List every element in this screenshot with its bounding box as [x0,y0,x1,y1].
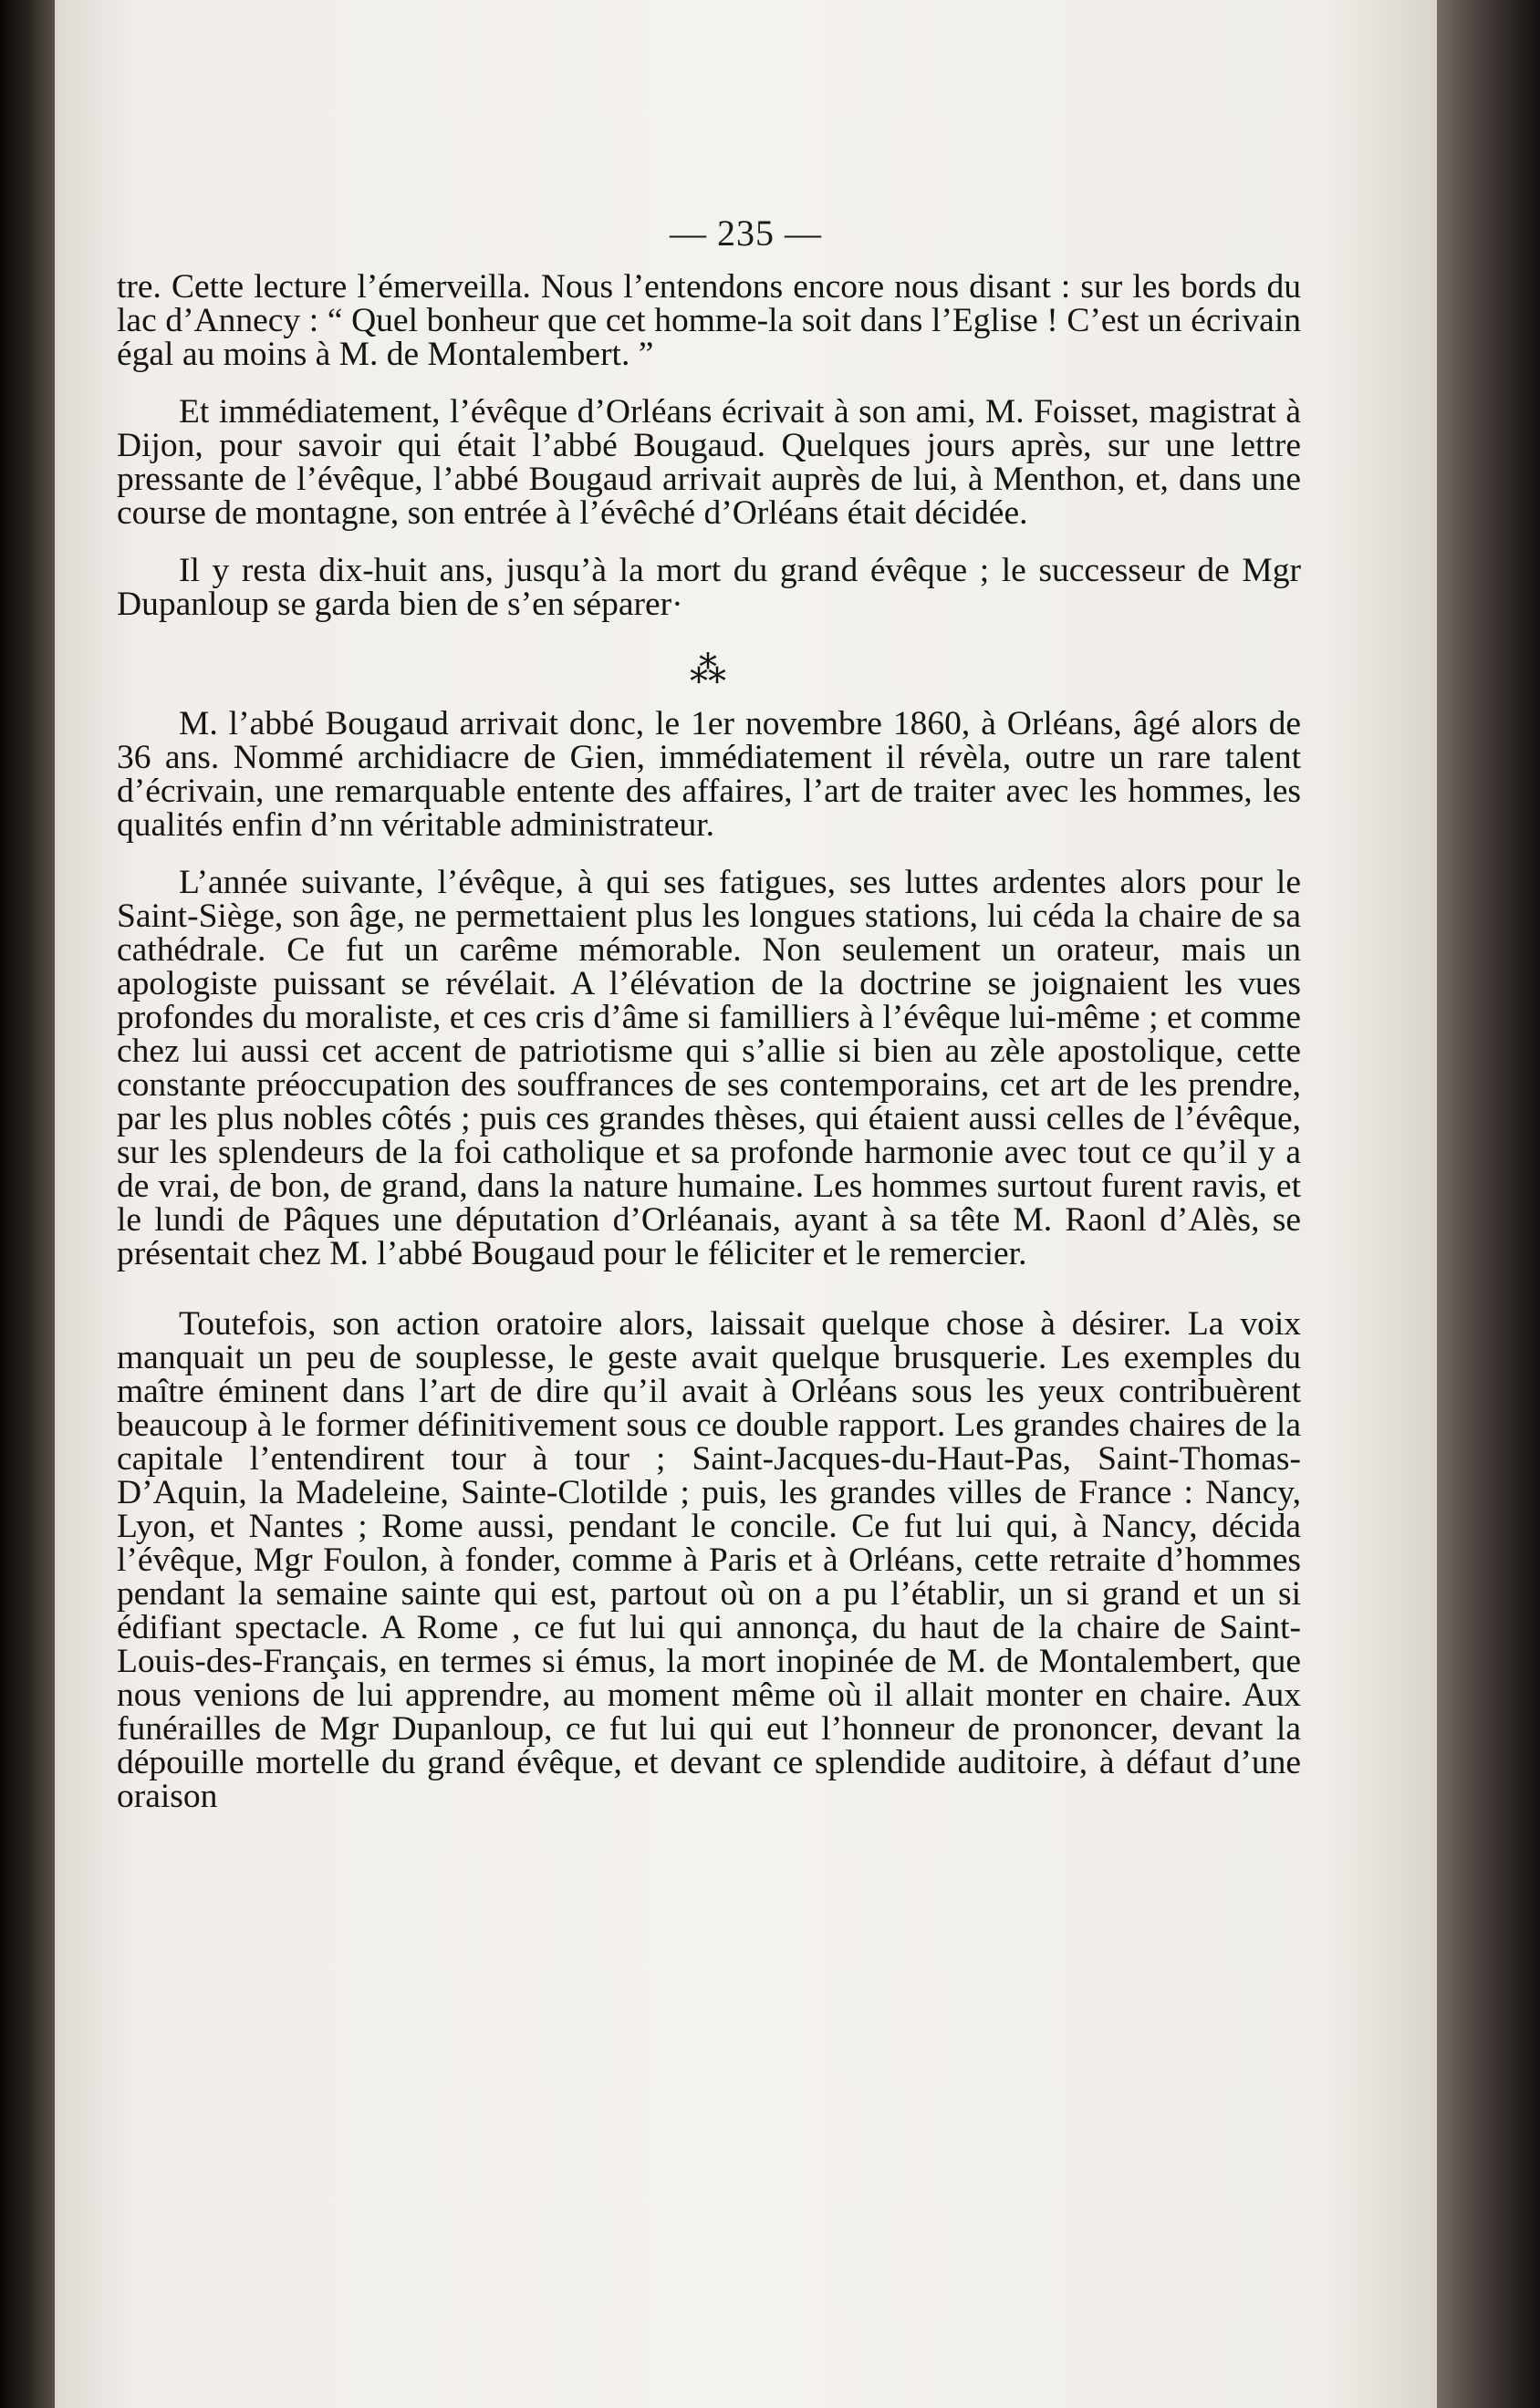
page-number: — 235 — [670,213,822,254]
book-page [55,0,1437,2408]
page-text [117,270,1301,1813]
paragraph-1: tre. Cette lecture l’émerveilla. Nous l’entendons encore nous disant : sur les bords du lac d’Annecy : “ Quel bonheur que cet homme-la soit dans l’Eglise ! C’est un écrivain égal au moins à M. de Montalembert. ” [117,268,1301,373]
paragraph-4: M. l’abbé Bougaud arrivait donc, le 1er novembre 1860, à Orléans, âgé alors de 36 ans. Nommé archidiacre de Gien, immédiatement il révèla, outre un rare talent d’écrivain, une remarquable entente des affaires, l’art de traiter avec les hommes, les qualités enfin d’nn véritable administrateur. [117,705,1301,844]
paragraph-2: Et immédiatement, l’évêque d’Orléans écrivait à son ami, M. Foisset, magistrat à Dijon, pour savoir qui était l’abbé Bougaud. Quelques jours après, sur une lettre pressante de l’évêque, l’abbé Bougaud arrivait auprès de lui, à Menthon, et, dans une course de montagne, son entrée à l’évêché d’Orléans était décidée. [117,393,1301,532]
paragraph-3: Il y resta dix-huit ans, jusqu’à la mort du grand évêque ; le successeur de Mgr Dupanloup se garda bien de s’en séparer· [117,552,1301,623]
paragraph-6: Toutefois, son action oratoire alors, laissait quelque chose à désirer. La voix manquait un peu de souplesse, le geste avait quelque brusquerie. Les exemples du maître éminent dans l’art de dire qu’il avait à Orléans sous les yeux contribuèrent beaucoup à le former définitivement sous ce double rapport. Les grandes chaires de la capitale l’entendirent tour à tour ; Saint-Jacques-du-Haut-Pas, Saint-Thomas-D’Aquin, la Madeleine, Sainte-Clotilde ; puis, les grandes villes de France : Nancy, Lyon, et Nantes ; Rome aussi, pendant le concile. Ce fut lui qui, à Nancy, décida l’évêque, Mgr Foulon, à fonder, comme à Paris et à Orléans, cette retraite d’hommes pendant la semaine sainte qui est, partout où on a pu l’établir, un si grand et un si édifiant spectacle. A Rome , ce fut lui qui annonça, du haut de la chaire de Saint-Louis-des-Français, en termes si émus, la mort inopinée de M. de Montalembert, que nous venions de lui apprendre, au moment même où il allait monter en chaire. Aux funérailles de Mgr Dupanloup, ce fut lui qui eut l’honneur de prononcer, devant la dépouille mortelle du grand évêque, et devant ce splendide auditoire, à défaut d’une oraison [117,1305,1301,1815]
paragraph-5: L’année suivante, l’évêque, à qui ses fatigues, ses luttes ardentes alors pour le Saint-Siège, son âge, ne permettaient plus les longues stations, lui céda la chaire de sa cathédrale. Ce fut un carême mémorable. Non seulement un orateur, mais un apologiste puissant se révélait. A l’élévation de la doctrine se joignaient les vues profondes du moraliste, et ces cris d’âme si familliers à l’évêque lui-même ; et comme chez lui aussi cet accent de patriotisme qui s’allie si bien au zèle apostolique, cette constante préoccupation des souffrances de ses contemporains, cet art de les prendre, par les plus nobles côtés ; puis ces grandes thèses, qui étaient aussi celles de l’évêque, sur les splendeurs de la foi catholique et sa profonde harmonie avec tout ce qu’il y a de vrai, de bon, de grand, dans la nature humaine. Les hommes surtout furent ravis, et le lundi de Pâques une députation d’Orléanais, ayant à sa tête M. Raonl d’Alès, se présentait chez M. l’abbé Bougaud pour le féliciter et le remercier. [117,864,1301,1272]
book-edge-shadow [1431,0,1540,2408]
section-divider-asterism: ⁂ [690,649,728,690]
